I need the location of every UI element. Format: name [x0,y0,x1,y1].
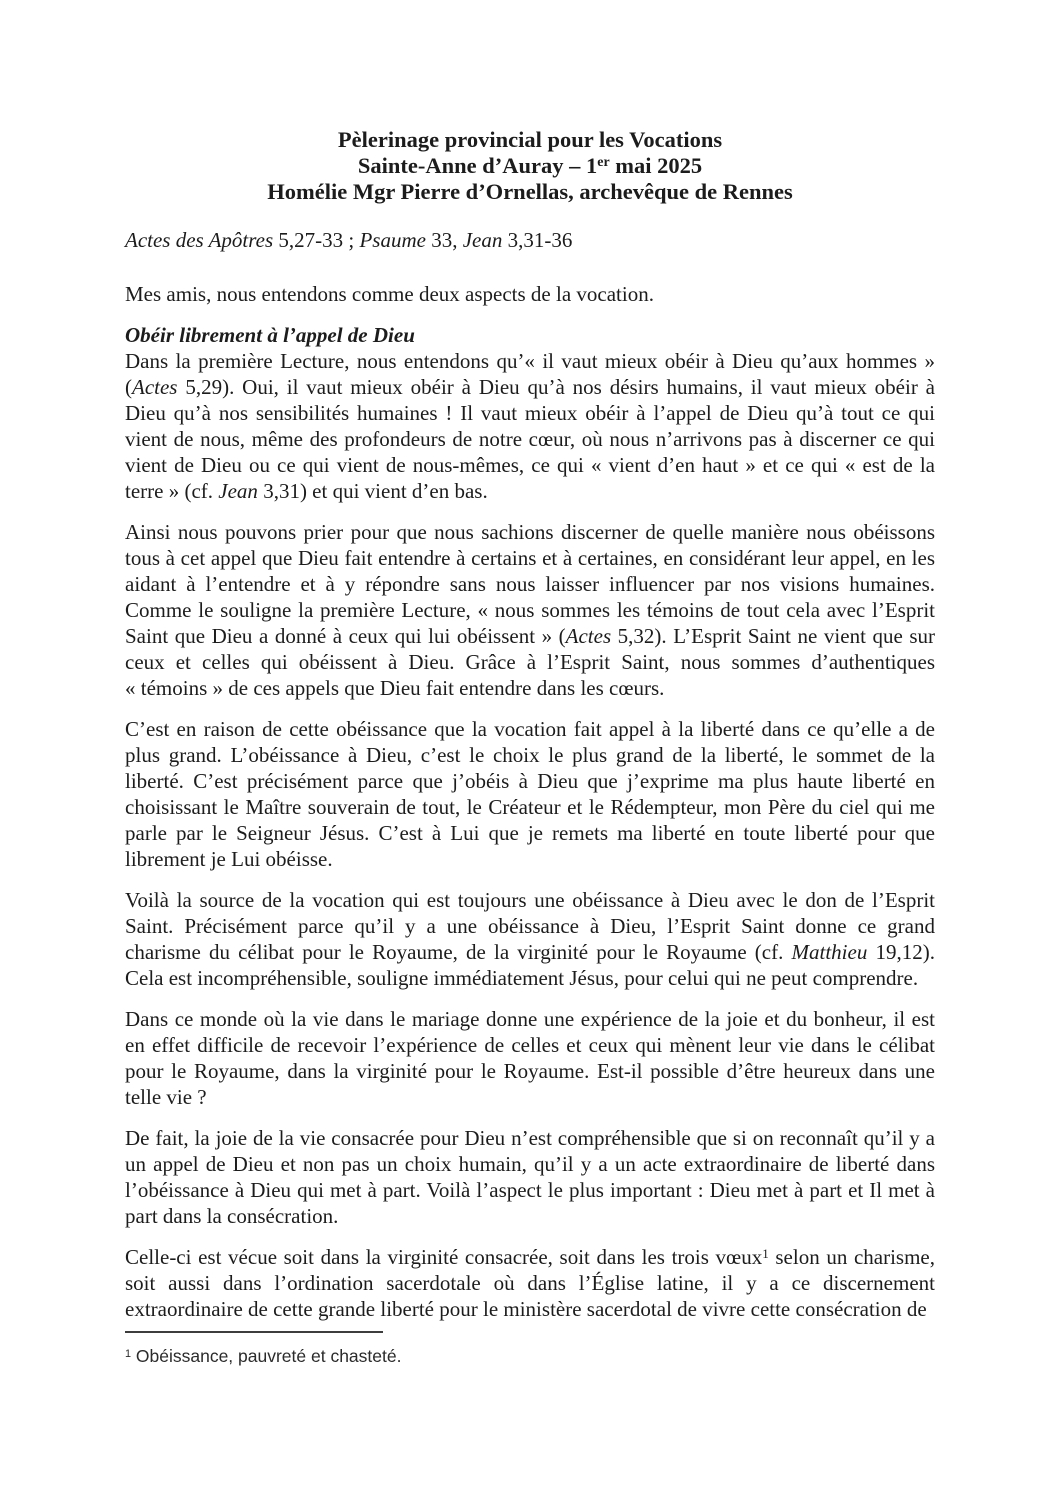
paragraph-2: Ainsi nous pouvons prier pour que nous sachions discerner de quelle manière nous obéissons tous à cet appel que Dieu fait entendre à certains et à certaines, en considérant leur appel, en les aidant à l’entendre et à y répondre sans nous laisser influencer par nos visions humaines. Comme le souligne la première Lecture, « nous sommes les témoins de tout cela avec l’Esprit Saint que Dieu a donné à ceux qui lui obéissent » (Actes 5,32). L’Esprit Saint ne vient que sur ceux et celles qui obéissent à Dieu. Grâce à l’Esprit Saint, nous sommes d’authentiques « témoins » de ces appels que Dieu fait entendre dans les cœurs. [125,520,935,700]
scripture-reference: Actes des Apôtres 5,27-33 ; Psaume 33, Jean 3,31-36 [125,228,573,252]
page-content [125,127,935,1337]
paragraph-5: Dans ce monde où la vie dans le mariage donne une expérience de la joie et du bonheur, il est en effet difficile de recevoir l’expérience de celles et ceux qui mènent leur vie dans le célibat pour le Royaume, dans la virginité pour le Royaume. Est-il possible d’être heureux dans une telle vie ? [125,1007,935,1109]
title-line-1: Pèlerinage provincial pour les Vocations [337,127,723,152]
document-title-block [125,127,935,205]
section-heading: Obéir librement à l’appel de Dieu [125,323,415,347]
body-text [125,348,935,1322]
paragraph-3: C’est en raison de cette obéissance que la vocation fait appel à la liberté dans ce qu’elle a de plus grand. L’obéissance à Dieu, c’est le choix le plus grand de la liberté, le sommet de la liberté. C’est précisément parce que j’obéis à Dieu que j’exprime ma plus haute liberté en choisissant le Maître souverain de tout, le Créateur et le Rédempteur, mon Père du ciel qui me parle par le Seigneur Jésus. C’est à Lui que je remets ma liberté en toute liberté pour que librement je Lui obéisse. [125,717,935,871]
paragraph-1: Dans la première Lecture, nous entendons qu’« il vaut mieux obéir à Dieu qu’aux hommes » (Actes 5,29). Oui, il vaut mieux obéir à Dieu qu’à nos désirs humains, il vaut mieux obéir à Dieu qu’à nos sensibilités humaines ! Il vaut mieux obéir à l’appel de Dieu qu’à tout ce qui vient de nous, même des profondeurs de notre cœur, où nous n’arrivons pas à discerner ce qui vient de Dieu ou ce qui vient de nous-mêmes, ce qui « vient d’en haut » et ce qui « est de la terre » (cf. Jean 3,31) et qui vient d’en bas. [125,349,935,503]
footnote-separator-rule [125,1331,383,1333]
paragraph-7: Celle-ci est vécue soit dans la virginité consacrée, soit dans les trois vœux$^1$ selon un charisme, soit aussi dans l’ordination sacerdotale où dans l’Église latine, il y a ce discernement extraordinaire de cette grande liberté pour le ministère sacerdotal de vivre cette consécration de [125,1245,936,1321]
footnote-area [125,1331,935,1367]
paragraph-4: Voilà la source de la vocation qui est toujours une obéissance à Dieu avec le don de l’Esprit Saint. Précisément parce qu’il y a une obéissance à Dieu, l’Esprit Saint donne ce grand charisme du célibat pour le Royaume, de la virginité pour le Royaume (cf. Matthieu 19,12). Cela est incompréhensible, souligne immédiatement Jésus, pour celui qui ne peut comprendre. [125,888,935,990]
title-line-2: Sainte-Anne d’Auray – 1er mai 2025 [357,153,703,178]
paragraph-6: De fait, la joie de la vie consacrée pour Dieu n’est compréhensible que si on reconnaît qu’il y a un appel de Dieu et non pas un choix humain, qu’il y a un acte extraordinaire de liberté dans l’obéissance à Dieu qui met à part. Voilà l’aspect le plus important : Dieu met à part et Il met à part dans la consécration. [125,1126,935,1228]
intro-sentence: Mes amis, nous entendons comme deux aspects de la vocation. [125,282,654,306]
footnote-text: $^1$ Obéissance, pauvreté et chasteté. [125,1346,402,1366]
title-line-3: Homélie Mgr Pierre d’Ornellas, archevêque de Rennes [267,179,793,204]
